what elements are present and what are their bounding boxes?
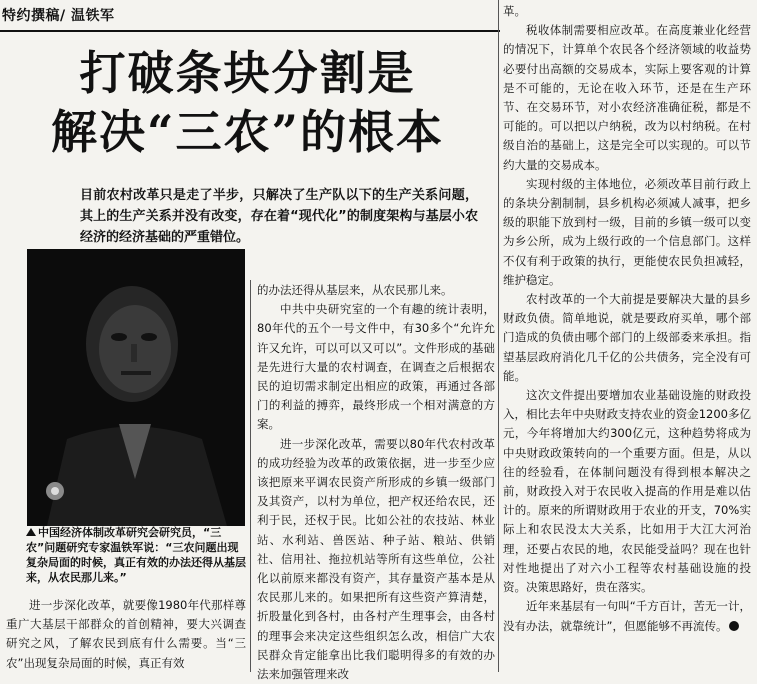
body-paragraph: 进一步深化改革，需要以80年代农村改革的成功经验为改革的政策依据，进一步至少应该把原来平调农民资产所形成的乡镇一级部门及其资产，以村为单位，把产权还给农民，还利于民，还权于民。比如公社的农技站、林业站、水利站、兽医站、种子站、粮站、供销社、信用社、拖拉机站等所有这些单位，公社化以前原来都没有资产，其存量资产基本是从农民那儿来的。如果把所有这些资产算清楚，折股量化到各村，由各村产生理事会，由各村的理事会来决定这些组织怎么改，相信广大农民群众肯定能拿出比我们聪明得多的有效的办法来加强管理来改 [257, 436, 495, 682]
photo-caption [26, 525, 248, 585]
article-end-mark-icon [729, 621, 739, 631]
body-paragraph: 中共中央研究室的一个有趣的统计表明，80年代的五个一号文件中，有30多个“允许允许又允许，可以可以又可以”。文件形成的基础是先进行大量的农村调查，在调查之后根据农民的迫切需求制定出相应的政策，再通过各部门的利益的搏弈，最终形成一个相对满意的方案。 [257, 302, 495, 432]
body-column-left [6, 596, 246, 673]
portrait-photo [27, 249, 245, 526]
body-paragraph: 实现村级的主体地位，必须改革目前行政上的条块分割制制，县乡机构必须减人减事，把乡级的职能下放到村一级，目前的乡镇一级可以变为乡公所，成为上级行政的一个信息部门。这样不仅有利于政策的执行，更能使农民负担减轻，维护稳定。 [503, 176, 751, 287]
body-paragraph: 革。 [503, 4, 526, 18]
body-paragraph: 农村改革的一个大前提是要解决大量的县乡财政负债。简单地说，就是要政府买单，哪个部门造成的负债由哪个部门的上级部委来承担。指望基层政府消化几千亿的公共债务，完全没有可能。 [503, 292, 751, 383]
author-name: 温铁军 [71, 8, 115, 24]
header-rule [0, 30, 500, 32]
caption-text: 中国经济体制改革研究会研究员，“三农”问题研究专家温铁军说：“三农问题出现复杂局面的时候，真正有效的办法还得从基层来，从农民那儿来。” [26, 526, 246, 584]
body-paragraph: 近年来基层有一句叫“千方百计，苦无一计，没有办法，就靠统计”，但愿能够不再流传。 [503, 599, 751, 633]
body-paragraph: 进一步深化改革，就要像1980年代那样尊重广大基层干部群众的首创精神，要大兴调查研究之风，了解农民到底有什么需要。当“三农”出现复杂局面的时候，真正有效 [6, 598, 246, 670]
column-label: 特约撰稿 [2, 8, 60, 24]
body-paragraph: 的办法还得从基层来，从农民那儿来。 [257, 283, 453, 297]
column-divider [250, 280, 251, 672]
body-column-middle [257, 281, 495, 684]
body-paragraph: 这次文件提出要增加农业基础设施的财政投入，相比去年中央财政支持农业的资金1200多亿元，今年将增加大约300亿元，这种趋势将成为中央财政政策转向的一个重要方面。但是，从以往的经验看，在体制问题没有得到根本解决之前，财政投入对于农民收入提高的作用是难以估计的。原来的所谓财政用于农业的开支，70%实际上和农民没太大关系，比如用于大江大河治理，还要占农民的地，农民能受益吗？现在也针对性地提出了对六小工程等农村基础设施的投资。决策思路好，贵在落实。 [503, 388, 751, 595]
headline-line-1: 打破条块分割是 [79, 46, 416, 100]
byline: 特约撰稿/ 温铁军 [2, 8, 115, 24]
body-paragraph: 税收体制需要相应改革。在高度兼业化经营的情况下，计算单个农民各个经济领域的收益势必要付出高额的交易成本，实际上要客观的计算是不可能的，无论在收入环节，还是在生产环节、在交易环节，对小农经济准确征税，都是不可能的。可以把以户纳税，改为以村纳税。在村级自治的基础上，这是完全可以实现的。可以节约大量的交易成本。 [503, 23, 751, 172]
caption-triangle-icon [26, 528, 36, 536]
headline-line-2: 解决“三农”的根本 [51, 105, 444, 159]
column-divider [498, 0, 499, 672]
body-column-right [503, 2, 751, 636]
lede-paragraph: 目前农村改革只是走了半步，只解决了生产队以下的生产关系问题，其上的生产关系并没有改变，存在着“现代化”的制度架构与基层小农经济的经济基础的严重错位。 [80, 188, 478, 245]
